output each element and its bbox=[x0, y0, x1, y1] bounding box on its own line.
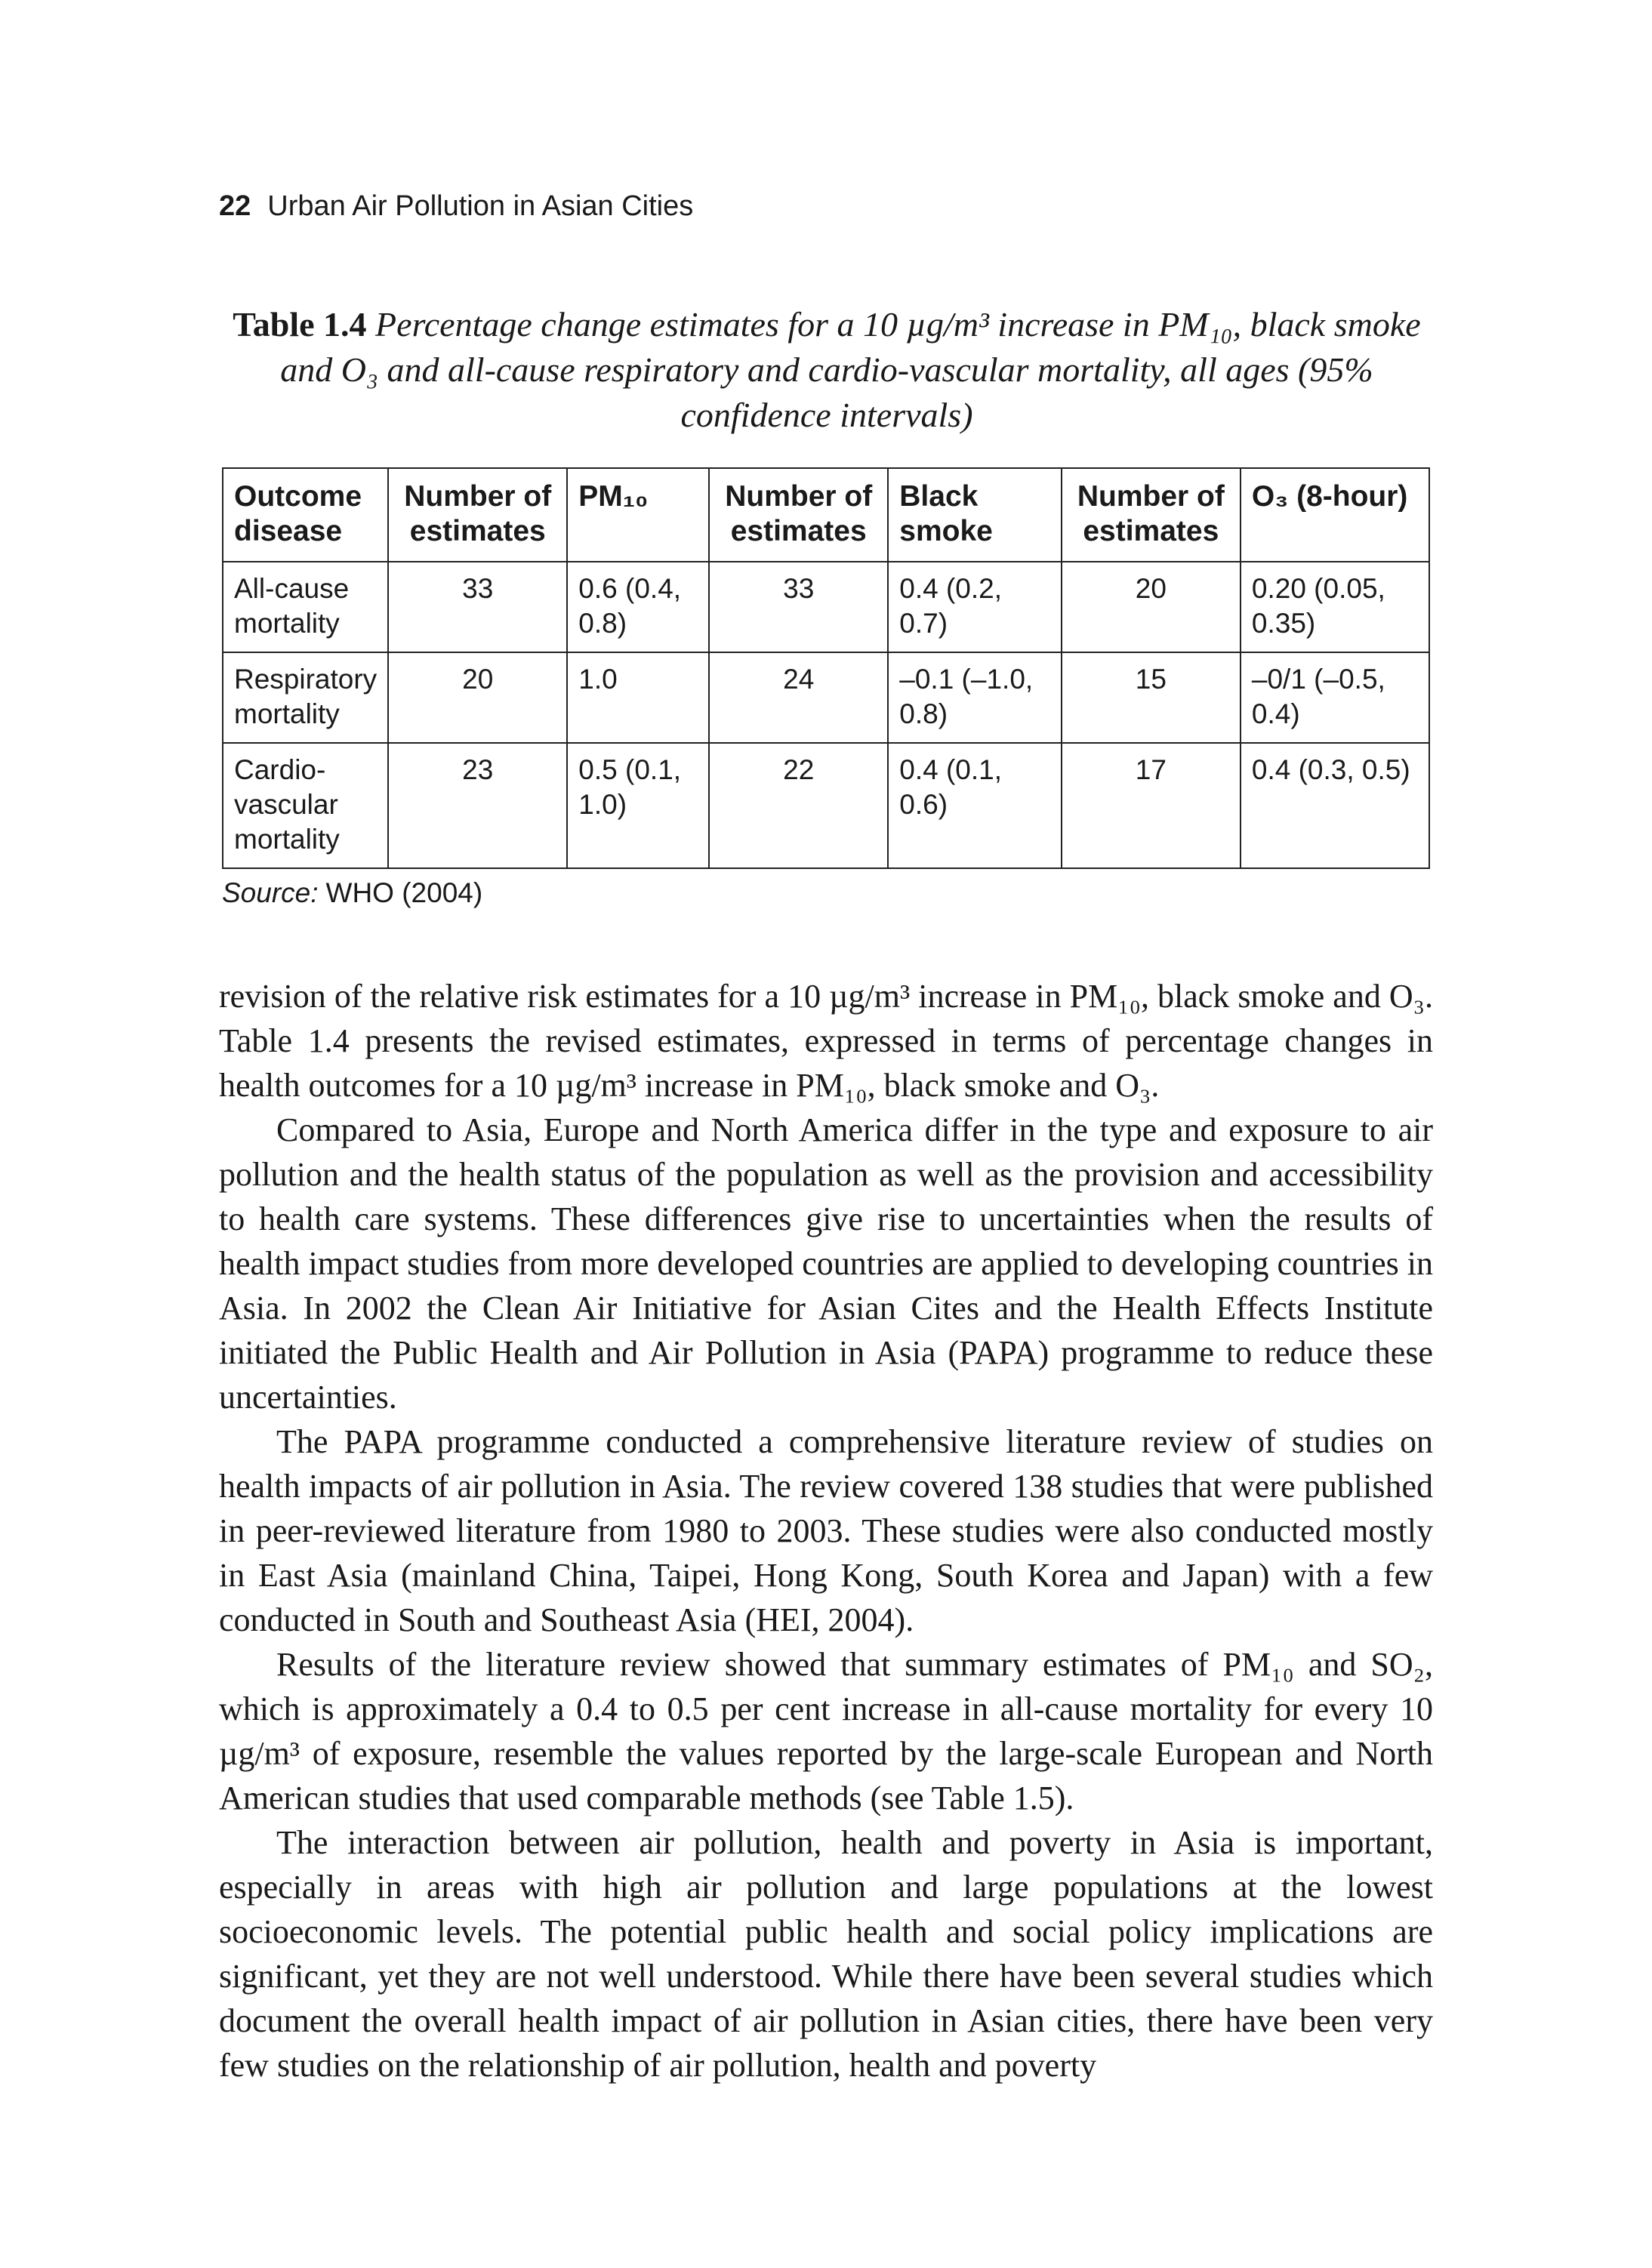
column-header-n-o3: Number of estimates bbox=[1062, 468, 1241, 562]
paragraph: revision of the relative risk estimates for a 10 µg/m³ increase in PM₁₀, black smoke and O₃. Table 1.4 presents the revised estimates, expressed in terms of percentage changes in health outcomes for a 10 µg/m³ increase in PM₁₀, black smoke and O₃. bbox=[219, 978, 1433, 1104]
column-header-n-black-smoke: Number of estimates bbox=[709, 468, 888, 562]
cell-n-black-smoke: 22 bbox=[709, 743, 888, 868]
paragraph: Results of the literature review showed that summary estimates of PM₁₀ and SO₂, which is approximately a 0.4 to 0.5 per cent increase in all-cause mortality for every 10 µg/m³ of exposure, resemble the values reported by the large-scale European and North American studies that used comparable methods (see Table 1.5). bbox=[219, 1646, 1433, 1817]
table-source bbox=[222, 877, 482, 909]
cell-n-pm10: 23 bbox=[388, 743, 567, 868]
cell-n-black-smoke: 24 bbox=[709, 652, 888, 743]
column-header-outcome: Outcome disease bbox=[223, 468, 388, 562]
column-header-black-smoke: Black smoke bbox=[888, 468, 1062, 562]
cell-outcome: Cardio-vascular mortality bbox=[223, 743, 388, 868]
mortality-estimates-table bbox=[222, 467, 1430, 869]
cell-pm10: 0.5 (0.1, 1.0) bbox=[567, 743, 709, 868]
table-row bbox=[223, 562, 1429, 652]
table-header-row bbox=[223, 468, 1429, 562]
cell-pm10: 0.6 (0.4, 0.8) bbox=[567, 562, 709, 652]
cell-black-smoke: –0.1 (–1.0, 0.8) bbox=[888, 652, 1062, 743]
table-row bbox=[223, 652, 1429, 743]
cell-outcome: All-cause mortality bbox=[223, 562, 388, 652]
cell-n-o3: 20 bbox=[1062, 562, 1241, 652]
cell-pm10: 1.0 bbox=[567, 652, 709, 743]
paragraph: The interaction between air pollution, health and poverty in Asia is important, especially in areas with high air pollution and large populations at the lowest socioeconomic levels. The potential public health and social policy implications are significant, yet they are not well understood. While there have been several studies which document the overall health impact of air pollution in Asian cities, there have been very few studies on the relationship of air pollution, health and poverty bbox=[219, 1824, 1433, 2084]
cell-black-smoke: 0.4 (0.1, 0.6) bbox=[888, 743, 1062, 868]
cell-outcome: Respiratory mortality bbox=[223, 652, 388, 743]
cell-n-pm10: 33 bbox=[388, 562, 567, 652]
cell-black-smoke: 0.4 (0.2, 0.7) bbox=[888, 562, 1062, 652]
source-text: WHO (2004) bbox=[325, 877, 483, 908]
cell-o3: –0/1 (–0.5, 0.4) bbox=[1241, 652, 1429, 743]
cell-n-pm10: 20 bbox=[388, 652, 567, 743]
cell-o3: 0.20 (0.05, 0.35) bbox=[1241, 562, 1429, 652]
cell-n-black-smoke: 33 bbox=[709, 562, 888, 652]
table-caption bbox=[227, 302, 1427, 438]
page-number: 22 bbox=[219, 190, 251, 222]
cell-n-o3: 17 bbox=[1062, 743, 1241, 868]
paragraph: Compared to Asia, Europe and North America differ in the type and exposure to air pollution and the health status of the population as well as the provision and accessibility to health care systems. These differences give rise to uncertainties when the results of health impact studies from more developed countries are applied to developing countries in Asia. In 2002 the Clean Air Initiative for Asian Cites and the Health Effects Institute initiated the Public Health and Air Pollution in Asia (PAPA) programme to reduce these uncertainties. bbox=[219, 1111, 1433, 1416]
cell-o3: 0.4 (0.3, 0.5) bbox=[1241, 743, 1429, 868]
cell-n-o3: 15 bbox=[1062, 652, 1241, 743]
running-header bbox=[219, 190, 693, 223]
body-text bbox=[219, 974, 1433, 2088]
table-caption-text: Percentage change estimates for a 10 µg/m³ increase in PM₁₀, black smoke and O₃ and all-cause respiratory and cardio-vascular mortality, all ages (95% confidence intervals) bbox=[280, 305, 1421, 434]
column-header-o3: O₃ (8-hour) bbox=[1241, 468, 1429, 562]
table-row bbox=[223, 743, 1429, 868]
column-header-pm10: PM₁₀ bbox=[567, 468, 709, 562]
source-label: Source: bbox=[222, 877, 319, 908]
table-caption-label: Table 1.4 bbox=[233, 305, 367, 344]
running-title: Urban Air Pollution in Asian Cities bbox=[267, 190, 694, 222]
column-header-n-pm10: Number of estimates bbox=[388, 468, 567, 562]
paragraph: The PAPA programme conducted a comprehensive literature review of studies on health impacts of air pollution in Asia. The review covered 138 studies that were published in peer-reviewed literature from 1980 to 2003. These studies were also conducted mostly in East Asia (mainland China, Taipei, Hong Kong, South Korea and Japan) with a few conducted in South and Southeast Asia (HEI, 2004). bbox=[219, 1423, 1433, 1638]
